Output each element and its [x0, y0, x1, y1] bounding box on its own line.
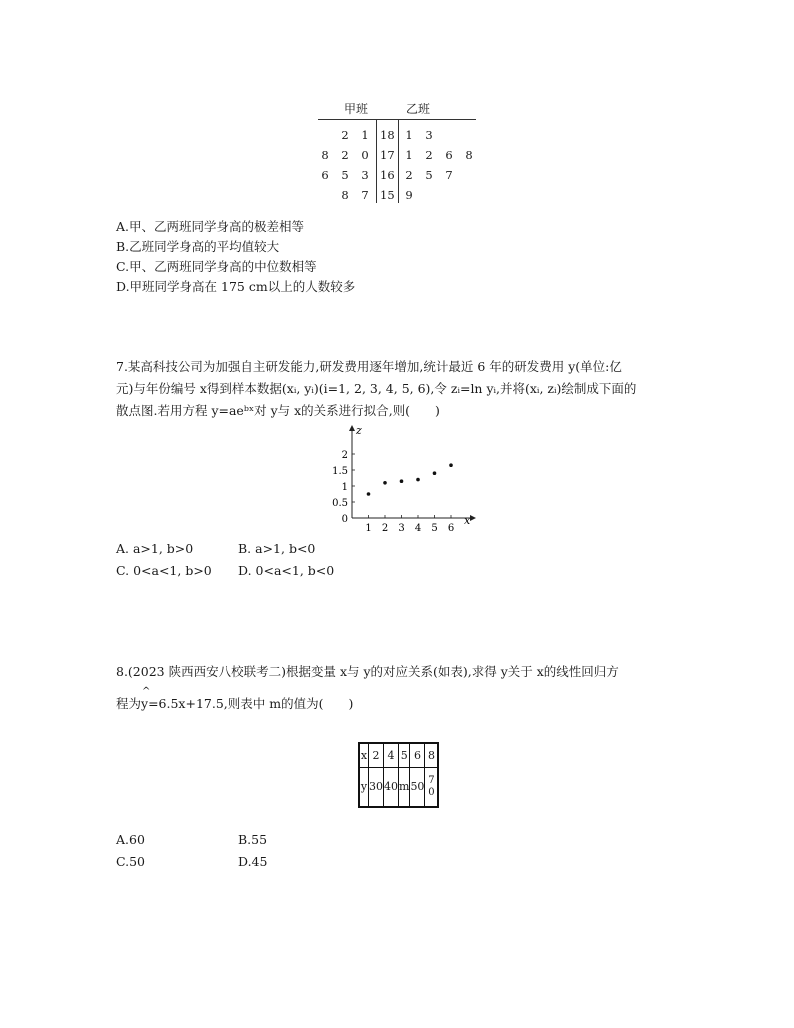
y-tick-label: 1.5	[332, 466, 348, 477]
q8-line-2	[116, 686, 354, 717]
stem-leaf-plot	[318, 102, 478, 206]
leaf-left: 7	[361, 188, 369, 202]
y-tick-label: 2	[341, 450, 348, 461]
x-tick-label: 4	[414, 523, 422, 533]
q8-option-b: B.55	[238, 832, 268, 847]
stem-value: 18	[380, 128, 395, 142]
table-cell: y	[359, 767, 369, 807]
data-point	[449, 463, 453, 467]
q6-option-d: D.甲班同学身高在 175 cm以上的人数较多	[116, 279, 356, 294]
q8-line2-pre: 程为	[116, 696, 142, 711]
q8-option-a: A.60	[116, 832, 145, 847]
stem-right-rule	[398, 119, 399, 203]
y-axis-label: z	[356, 424, 362, 437]
y-hat	[141, 686, 151, 717]
leaf-right: 5	[425, 168, 433, 182]
x-tick-label: 2	[381, 523, 389, 533]
table-row-y	[359, 767, 438, 807]
leaf-right: 7	[445, 168, 453, 182]
data-point	[433, 471, 437, 475]
table-cell: x	[359, 743, 369, 767]
table-cell: 50	[410, 767, 425, 807]
x-tick-label: 5	[431, 523, 438, 533]
table-cell: 4	[384, 743, 399, 767]
q7-option-c: C. 0<a<1, b>0	[116, 563, 212, 578]
leaf-left: 5	[341, 168, 349, 182]
leaf-left: 0	[361, 148, 369, 162]
stem-left-rule	[376, 119, 377, 203]
q8-line-1: 8.(2023 陕西西安八校联考二)根据变量 x与 y的对应关系(如表),求得 y关于 x的线性回归方	[116, 664, 619, 679]
leaf-right: 1	[405, 128, 413, 142]
data-point	[416, 478, 420, 482]
x-tick-label: 3	[398, 523, 405, 533]
table-cell: 5	[399, 743, 410, 767]
table-cell: 8	[425, 743, 439, 767]
table-cell: m	[399, 767, 410, 807]
leaf-left: 6	[321, 168, 329, 182]
y-tick-label: 0.5	[332, 498, 348, 509]
q7-line-1: 7.某高科技公司为加强自主研发能力,研发费用逐年增加,统计最近 6 年的研发费用 y(单位:亿	[116, 359, 622, 374]
data-point	[400, 479, 404, 483]
header-divider	[318, 119, 476, 120]
x-tick-label: 1	[365, 523, 372, 533]
q7-line-3: 散点图.若用方程 y=aeᵇˣ对 y与 x的关系进行拟合,则( )	[116, 403, 440, 418]
q8-option-c: C.50	[116, 854, 145, 869]
q8-line2-post: =6.5x+17.5,则表中 m的值为( )	[148, 696, 354, 711]
data-point	[367, 492, 371, 496]
leaf-right: 2	[425, 148, 433, 162]
q7-option-a: A. a>1, b>0	[116, 541, 194, 556]
table-cell: 2	[369, 743, 384, 767]
leaf-right: 3	[425, 128, 433, 142]
leaf-left: 8	[341, 188, 349, 202]
x-axis-label: x	[464, 514, 471, 527]
table-row-x	[359, 743, 438, 767]
class-a-header: 甲班	[344, 102, 369, 116]
stem-value: 15	[380, 188, 395, 202]
table-cell: 30	[369, 767, 384, 807]
q6-option-a: A.甲、乙两班同学身高的极差相等	[116, 219, 305, 234]
leaf-left: 3	[361, 168, 369, 182]
q7-option-b: B. a>1, b<0	[238, 541, 316, 556]
scatter-plot	[330, 423, 480, 533]
data-point	[383, 481, 387, 485]
leaf-right: 8	[465, 148, 473, 162]
leaf-left: 2	[341, 148, 349, 162]
leaf-right: 6	[445, 148, 453, 162]
y-tick-label: 0	[341, 514, 348, 525]
x-tick-label: 6	[447, 523, 455, 533]
hat-mark: ^	[142, 686, 151, 697]
q7-line-2: 元)与年份编号 x得到样本数据(xᵢ, yᵢ)(i=1, 2, 3, 4, 5, 6),令 zᵢ=ln yᵢ,并将(xᵢ, zᵢ)绘制成下面的	[116, 381, 637, 396]
leaf-left: 8	[321, 148, 329, 162]
leaf-right: 1	[405, 148, 413, 162]
table-cell: 6	[410, 743, 425, 767]
leaf-left: 2	[341, 128, 349, 142]
stem-value: 17	[380, 148, 395, 162]
y-hat-letter: y	[141, 696, 149, 711]
y-axis-arrow	[349, 425, 355, 431]
q8-option-d: D.45	[238, 854, 268, 869]
data-table	[358, 742, 439, 808]
stem-value: 16	[380, 168, 395, 182]
leaf-right: 2	[405, 168, 413, 182]
leaf-right: 9	[405, 188, 413, 202]
q7-option-d: D. 0<a<1, b<0	[238, 563, 335, 578]
x-axis-arrow	[470, 515, 476, 521]
q6-option-b: B.乙班同学身高的平均值较大	[116, 239, 280, 254]
leaf-left: 1	[361, 128, 369, 142]
table-cell: 40	[384, 767, 399, 807]
y-tick-label: 1	[341, 482, 348, 493]
class-b-header: 乙班	[406, 102, 431, 116]
q6-option-c: C.甲、乙两班同学身高的中位数相等	[116, 259, 317, 274]
table-cell: 7 0	[425, 767, 439, 807]
